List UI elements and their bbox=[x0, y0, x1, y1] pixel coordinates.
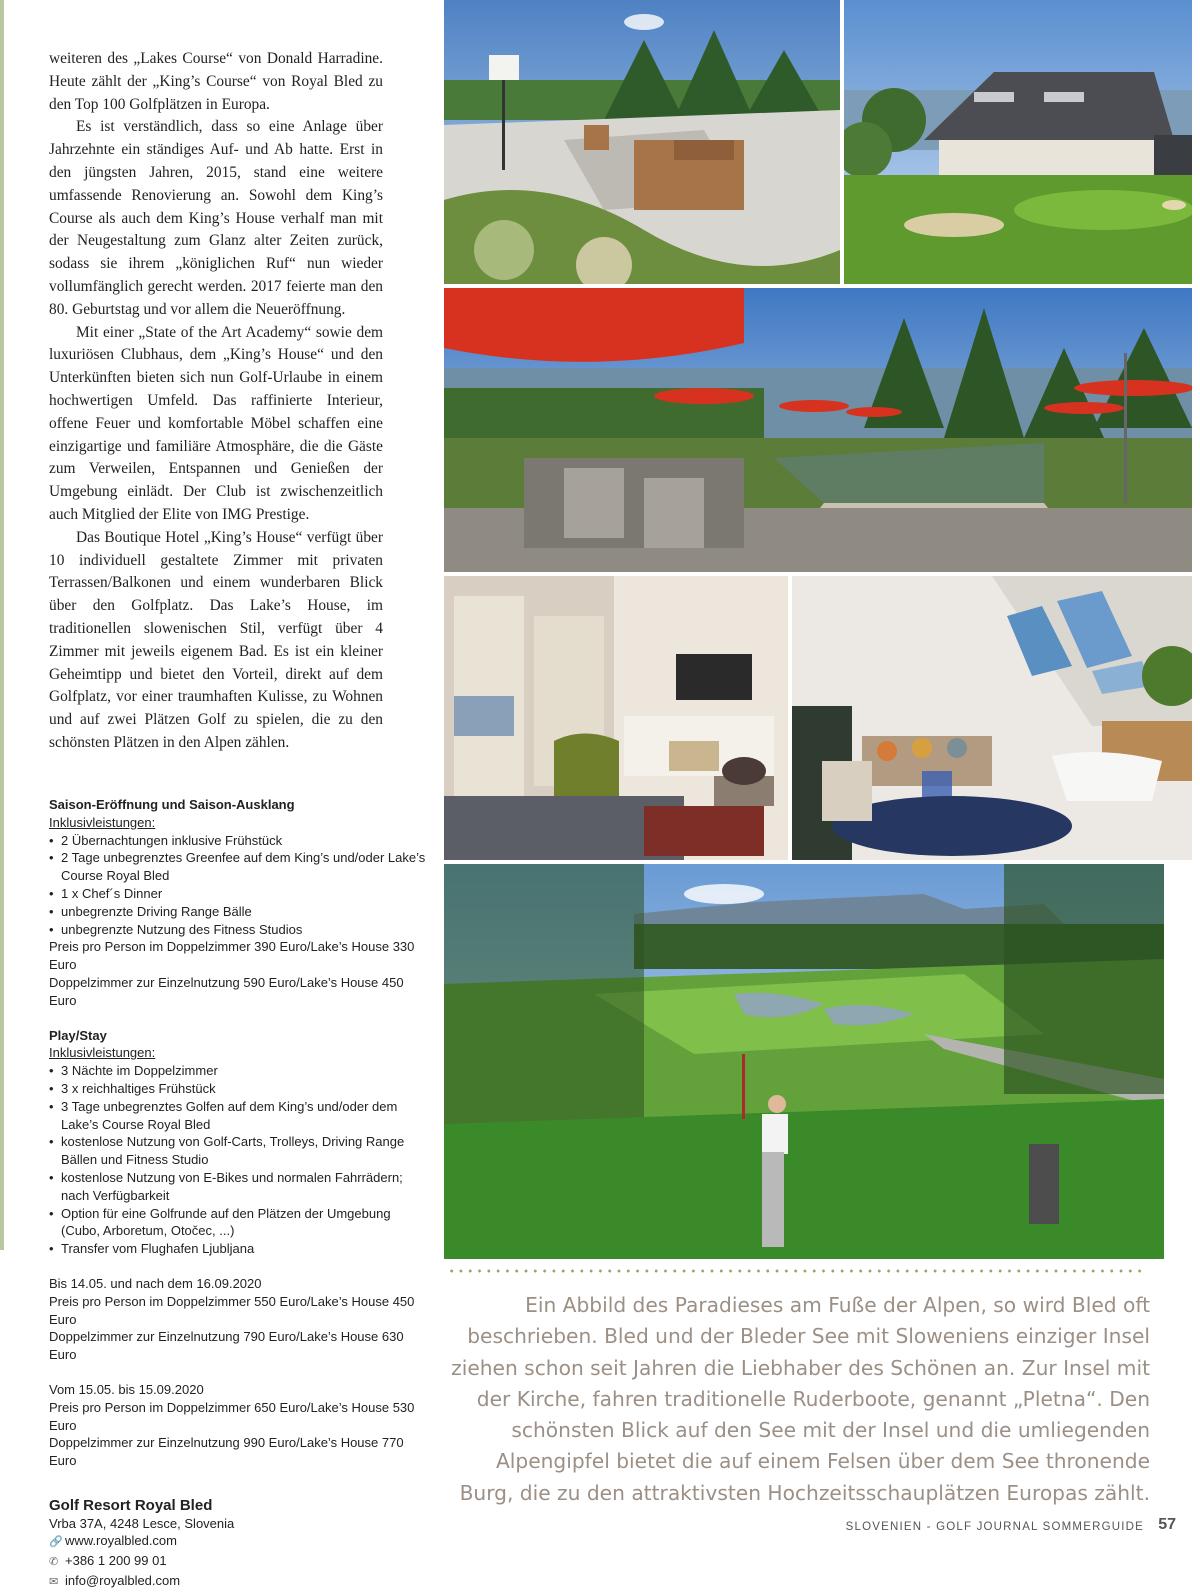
list-item: • Transfer vom Flughafen Ljubljana bbox=[49, 1240, 429, 1258]
price-line: Preis pro Person im Doppelzimmer 650 Euro/Lake’s House 530 Euro bbox=[49, 1399, 415, 1433]
contact-name: Golf Resort Royal Bled bbox=[49, 1496, 213, 1514]
paragraph: Es ist verständlich, dass so eine Anlage über Jahrzehnte ein ständiges Auf- und Ab hatte. Erst in den jüngsten Jahren, 2015, stand eine weitere umfassende Renovierung an. Sowohl dem King’s Course als auch dem King’s House verhalf man mit der Neugestaltung zum Glanz alter Zeiten zurück, sodass sie ihrem „königlichen Ruf“ nun wieder vollumfänglich gerecht werden. 2017 feierte man den 80. Geburtstag und vor allem die Neueröffnung. bbox=[49, 118, 383, 318]
photo-pool-terrace bbox=[444, 288, 1192, 572]
photo-kings-house bbox=[844, 0, 1192, 284]
paragraph: weiteren des „Lakes Course“ von Donald Harradine. Heute zählt der „King’s Course“ von Royal Bled zu den Top 100 Golfplätzen in Europa. bbox=[49, 50, 383, 113]
list-item: • 2 Tage unbegrenztes Greenfee auf dem King’s und/oder Lake’s Course Royal Bled bbox=[49, 849, 429, 885]
price-line: Preis pro Person im Doppelzimmer 550 Euro/Lake’s House 450 Euro bbox=[49, 1293, 415, 1327]
article-body bbox=[49, 48, 383, 755]
list-item: • 2 Übernachtungen inklusive Frühstück bbox=[49, 832, 429, 850]
contact-email[interactable]: info@royalbled.com bbox=[65, 1573, 181, 1589]
inclusive-list bbox=[49, 1062, 429, 1258]
contact-email-row[interactable] bbox=[49, 1572, 429, 1592]
paragraph: Das Boutique Hotel „King’s House“ verfügt über 10 individuell gestaltete Zimmer mit privaten Terrassen/Balkonen und einem wunderbaren Blick über den Golfplatz. Das Lake’s House, im traditionellen slowenischen Stil, verfügt über 4 Zimmer mit jeweils eigenem Bad. Es ist ein kleiner Geheimtipp und bietet den Vorteil, direkt auf dem Golfplatz, vor einer traumhaften Kulisse, zu Wohnen und auf zwei Plätzen Golf zu spielen, die zu den schönsten Plätzen in den Alpen zählen. bbox=[49, 528, 383, 751]
photo-terrace-loungers bbox=[444, 0, 840, 284]
paragraph: Mit einer „State of the Art Academy“ sowie dem luxuriösen Clubhaus, dem „King’s House“ und den Unterkünften bieten sich nun Golf-Urlaube in einem hochwertigen Umfeld. Das raffinierte Interieur, offene Feuer und komfortable Möbel schaffen eine einzigartige und familiäre Atmosphäre, die die Gäste zum Verweilen, Entspannen und Genießen der Umgebung einlädt. Der Club ist zwischenzeitlich auch Mitglied der Elite von IMG Prestige. bbox=[49, 323, 383, 523]
contact-web-row[interactable] bbox=[49, 1532, 429, 1552]
list-item: • unbegrenzte Driving Range Bälle bbox=[49, 903, 429, 921]
list-item: • 3 Tage unbegrenztes Golfen auf dem King’s und/oder dem Lake’s Course Royal Bled bbox=[49, 1098, 429, 1134]
link-icon: 🔗 bbox=[49, 1536, 63, 1549]
list-item: • Option für eine Golfrunde auf den Plätzen der Umgebung (Cubo, Arboretum, Otočec, ...) bbox=[49, 1205, 429, 1241]
offer-title: Saison-Eröffnung und Saison-Ausklang bbox=[49, 797, 295, 812]
price-line: Preis pro Person im Doppelzimmer 390 Euro/Lake’s House 330 Euro bbox=[49, 939, 415, 973]
period-label: Bis 14.05. und nach dem 16.09.2020 bbox=[49, 1275, 262, 1291]
contact-phone-row[interactable] bbox=[49, 1552, 429, 1572]
inclusive-list bbox=[49, 832, 429, 939]
photo-suite-living-room bbox=[444, 576, 788, 860]
offer-title: Play/Stay bbox=[49, 1027, 107, 1043]
price-line: Doppelzimmer zur Einzelnutzung 990 Euro/Lake’s House 770 Euro bbox=[49, 1435, 404, 1469]
list-item: • unbegrenzte Nutzung des Fitness Studios bbox=[49, 921, 429, 939]
running-footer: SLOVENIEN - GOLF JOURNAL SOMMERGUIDE bbox=[845, 1521, 1144, 1533]
contact-phone[interactable]: +386 1 200 99 01 bbox=[65, 1553, 167, 1569]
contact-address: Vrba 37A, 4248 Lesce, Slovenia bbox=[49, 1515, 235, 1531]
photo-attic-suite bbox=[792, 576, 1192, 860]
list-item: • 3 x reichhaltiges Frühstück bbox=[49, 1080, 429, 1098]
list-item: • kostenlose Nutzung von E-Bikes und normalen Fahrrädern; nach Verfügbarkeit bbox=[49, 1169, 429, 1205]
contact-web[interactable]: www.royalbled.com bbox=[65, 1533, 177, 1549]
list-item: • 1 x Chef´s Dinner bbox=[49, 885, 429, 903]
offers-box bbox=[49, 796, 429, 1592]
list-item: • kostenlose Nutzung von Golf-Carts, Trolleys, Driving Range Bällen und Fitness Studio bbox=[49, 1133, 429, 1169]
phone-icon: ✆ bbox=[49, 1556, 59, 1569]
inclusive-label: Inklusivleistungen: bbox=[49, 1045, 156, 1061]
list-item: • 3 Nächte im Doppelzimmer bbox=[49, 1062, 429, 1080]
dotted-divider bbox=[447, 1268, 1147, 1274]
period-label: Vom 15.05. bis 15.09.2020 bbox=[49, 1381, 204, 1397]
photo-golfer-tee bbox=[444, 864, 1164, 1259]
envelope-icon: ✉ bbox=[49, 1576, 59, 1589]
inclusive-label: Inklusivleistungen: bbox=[49, 814, 156, 830]
price-line: Doppelzimmer zur Einzelnutzung 790 Euro/Lake’s House 630 Euro bbox=[49, 1329, 404, 1363]
page-edge-accent bbox=[0, 0, 4, 1250]
page-number: 57 bbox=[1158, 1516, 1176, 1533]
price-line: Doppelzimmer zur Einzelnutzung 590 Euro/Lake’s House 450 Euro bbox=[49, 974, 404, 1008]
pull-quote: Ein Abbild des Paradieses am Fuße der Alpen, so wird Bled oft beschrieben. Bled und der Bleder See mit Sloweniens einziger Insel ziehen schon seit Jahren die Liebhaber des Schönen an. Zur Insel mit der Kirche, fahren traditionelle Ruderboote, genannt „Pletna“. Den schönsten Blick auf den See mit der Insel und die umliegenden Alpengipfel bietet die auf einem Felsen über dem See thronende Burg, die zu den attraktivsten Hochzeitsschauplätzen Europas zählt. bbox=[451, 1293, 1150, 1505]
